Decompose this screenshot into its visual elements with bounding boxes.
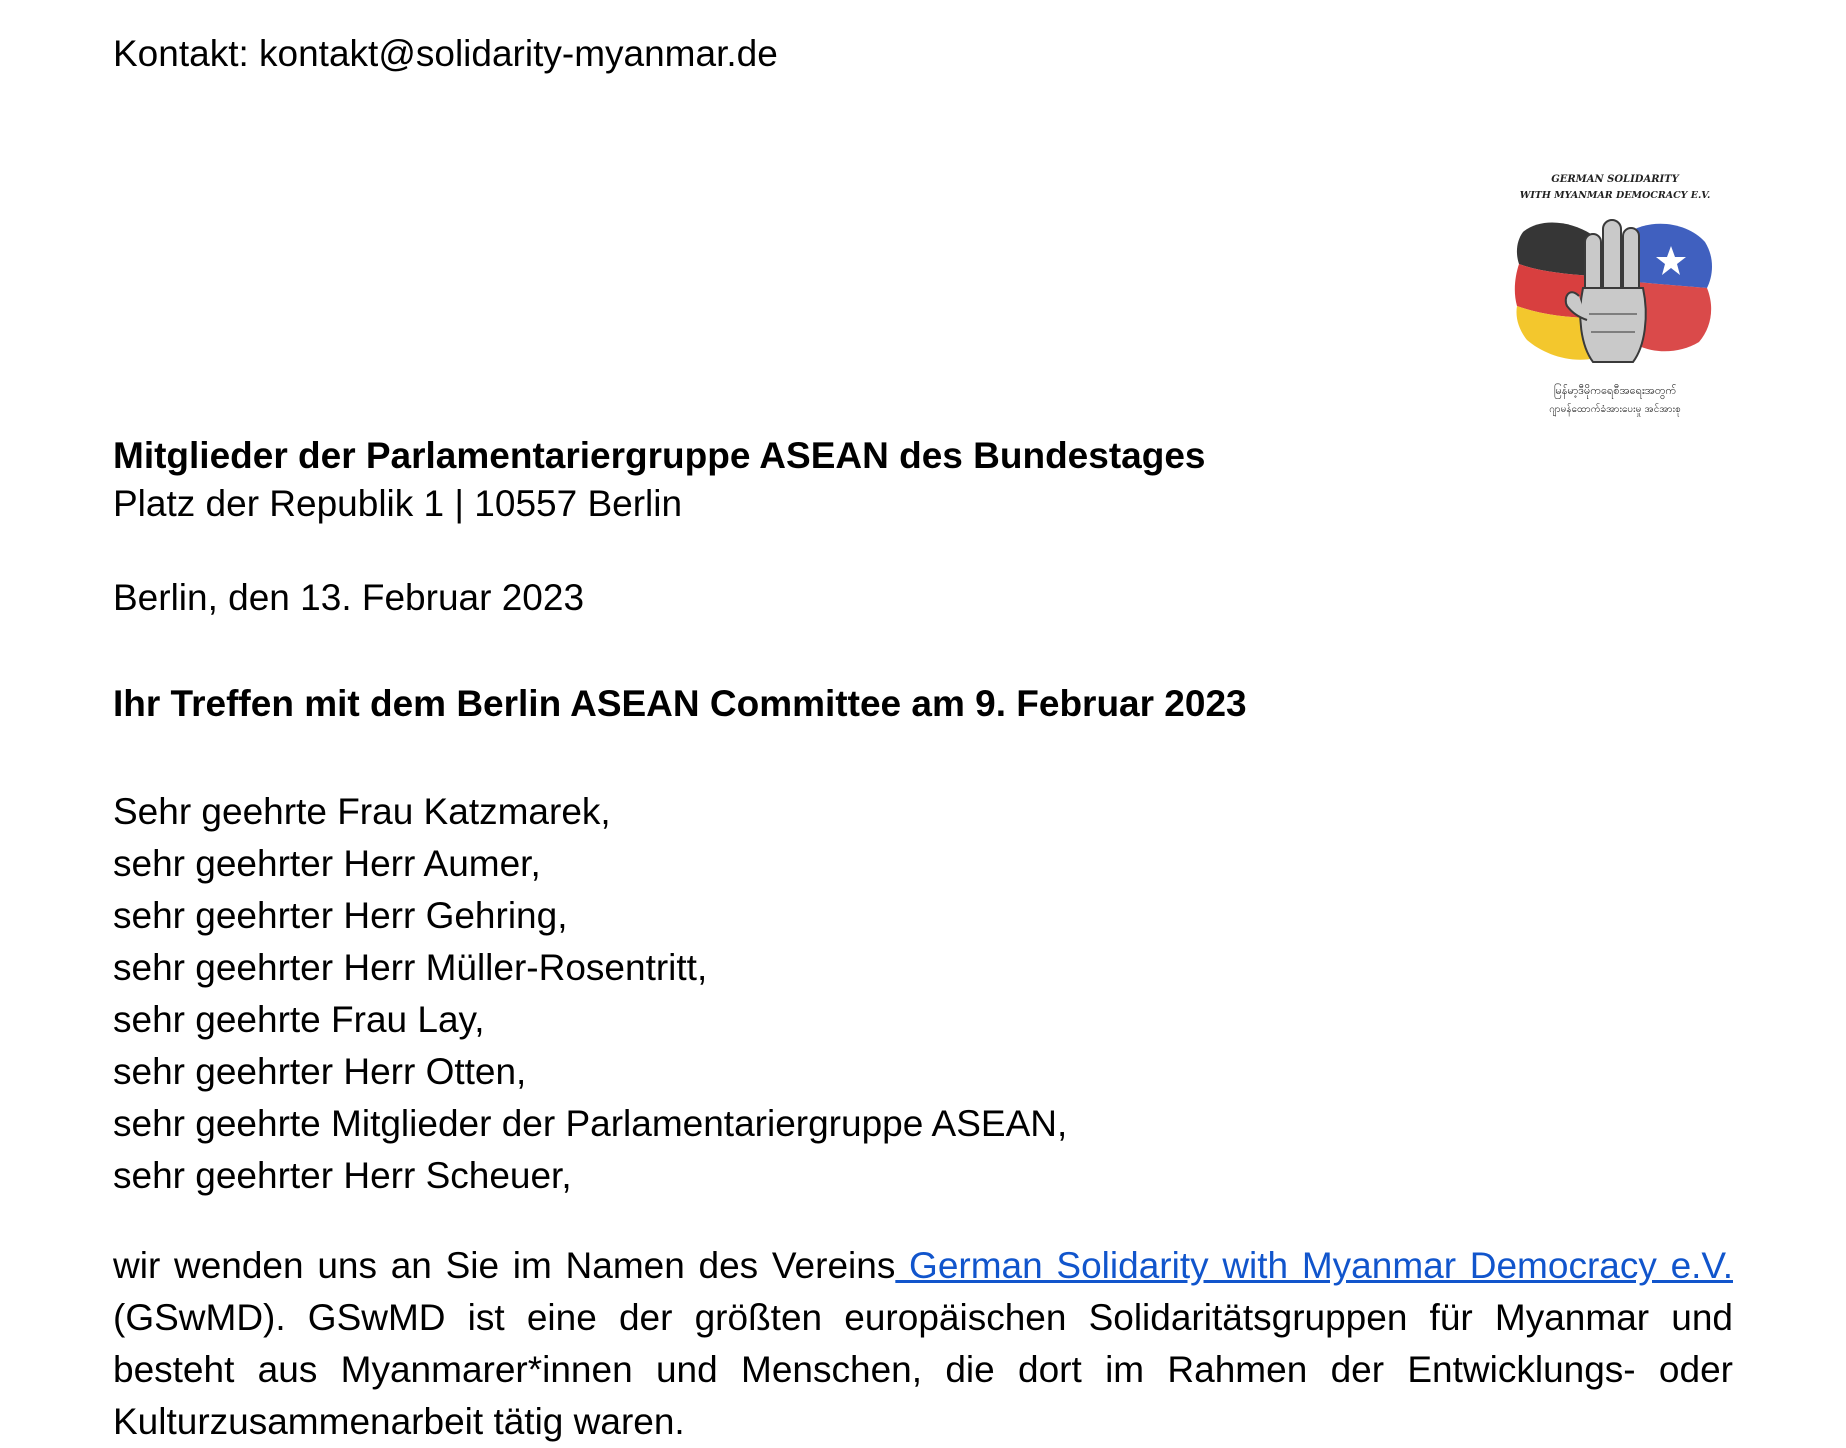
logo-title-line1: GERMAN SOLIDARITY [1551, 174, 1679, 185]
letter-date: Berlin, den 13. Februar 2023 [113, 577, 585, 618]
gswmd-link[interactable]: German Solidarity with Myanmar Democracy e.V. [895, 1245, 1733, 1286]
recipient-block [113, 432, 1205, 528]
body-paragraph [113, 1240, 1733, 1448]
logo-burmese-line1: မြန်မာ့ဒီမိုကရေစီအရေးအတွက် [1553, 384, 1677, 397]
organization-logo [1503, 168, 1723, 424]
salutation-line: sehr geehrter Herr Gehring, [113, 895, 568, 936]
salutation-line: sehr geehrter Herr Scheuer, [113, 1155, 572, 1196]
salutation-line: sehr geehrte Frau Lay, [113, 999, 485, 1040]
logo-title-line2: WITH MYANMAR DEMOCRACY E.V. [1519, 190, 1711, 201]
letter-page [113, 0, 1733, 1442]
salutation-line: Sehr geehrte Frau Katzmarek, [113, 791, 611, 832]
salutation-line: sehr geehrter Herr Müller-Rosentritt, [113, 947, 708, 988]
salutation-line: sehr geehrter Herr Aumer, [113, 843, 541, 884]
letter-subject: Ihr Treffen mit dem Berlin ASEAN Committee am 9. Februar 2023 [113, 683, 1247, 724]
contact-line: Kontakt: kontakt@solidarity-myanmar.de [113, 33, 778, 74]
logo-burmese-line2: ဂျာမန်ထောက်ခံအားပေးမှု အင်အားစု [1549, 404, 1681, 415]
salutation-list [113, 786, 1067, 1202]
salutation-line: sehr geehrter Herr Otten, [113, 1051, 527, 1092]
body-intro-text: wir wenden uns an Sie im Namen des Vereins [113, 1245, 896, 1286]
salutation-line: sehr geehrte Mitglieder der Parlamentariergruppe ASEAN, [113, 1103, 1068, 1144]
recipient-address: Platz der Republik 1 | 10557 Berlin [113, 483, 683, 524]
body-continuation-text: (GSwMD). GSwMD ist eine der größten europäischen Solidaritätsgruppen für Myanmar und besteht aus Myanmarer*innen und Menschen, die dort im Rahmen der Entwicklungs- oder Kulturzusammenarbeit tätig waren. [113, 1297, 1733, 1442]
recipient-name: Mitglieder der Parlamentariergruppe ASEAN des Bundestages [113, 435, 1206, 476]
